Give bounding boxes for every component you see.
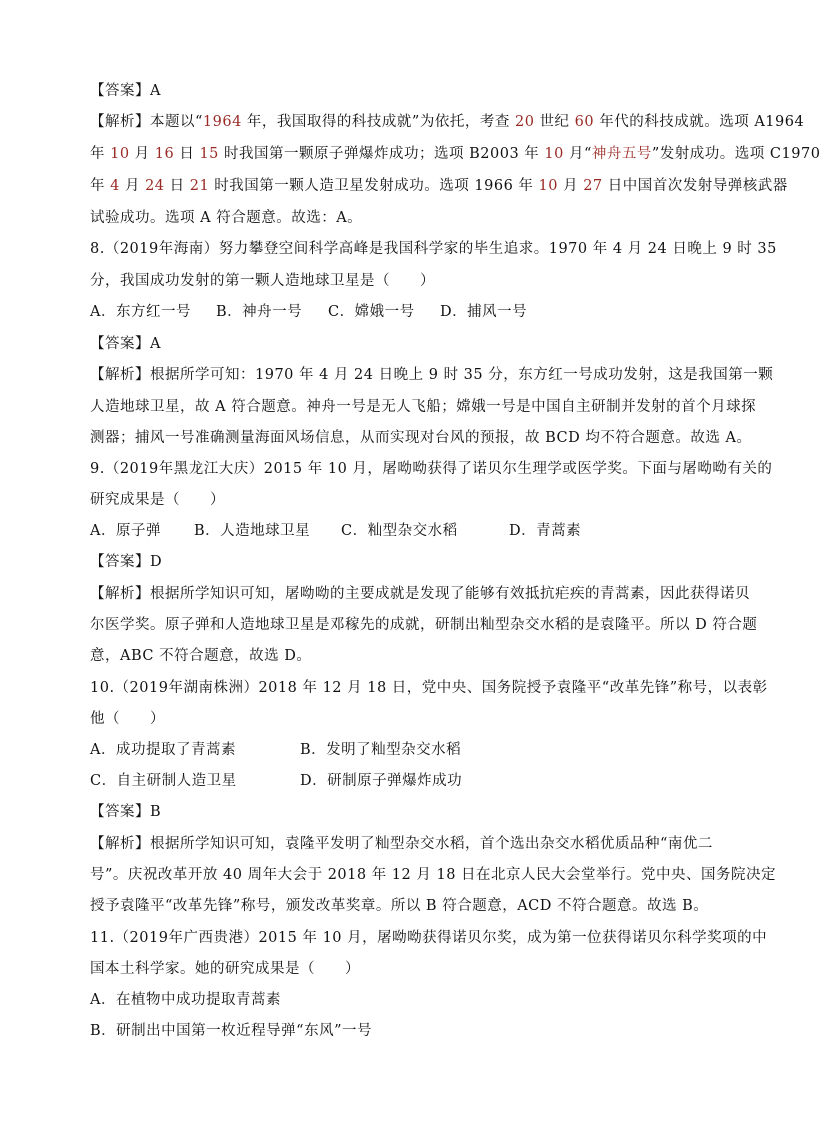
analysis-line: 【解析】根据所学可知：1970 年 4 月 24 日晚上 9 时 35 分，东方红一号成功发射，这是我国第一颗: [90, 367, 774, 383]
answer-line: [90, 803, 161, 821]
question-stem: 9.（2019年黑龙江大庆）2015 年 10 月，屠呦呦获得了诺贝尔生理学或医学奖。下面与屠呦呦有关的: [90, 461, 773, 477]
analysis-line: 人造地球卫星，故 A 符合题意。神舟一号是无人飞船；嫦娥一号是中国自主研制并发射的首个月球探: [90, 399, 757, 415]
answer-line: [90, 82, 161, 100]
question-stem: 10.（2019年湖南株洲）2018 年 12 月 18 日，党中央、国务院授予袁隆平“改革先锋”称号，以表彰: [90, 680, 768, 696]
analysis-line: 尔医学奖。原子弹和人造地球卫星是邓稼先的成就，研制出籼型杂交水稻的是袁隆平。所以 D 符合题: [90, 617, 758, 633]
question-stem: 研究成果是（ ）: [90, 492, 225, 508]
option-a: A．在植物中成功提取青蒿素: [90, 992, 281, 1008]
option-d: D．捕风一号: [440, 304, 528, 320]
answer-value: A: [150, 336, 161, 352]
analysis-line: 意，ABC 不符合题意，故选 D。: [90, 648, 312, 664]
analysis-label: 【解析】: [90, 114, 150, 130]
analysis-line: 【解析】本题以“1964 年，我国取得的科技成就”为依托，考查 20 世纪 60 年代的科技成就。选项 A1964: [90, 114, 805, 130]
question-stem: 11.（2019年广西贵港）2015 年 10 月，屠呦呦获得诺贝尔奖，成为第一位获得诺贝尔科学奖项的中: [90, 930, 768, 946]
option-c: C．自主研制人造卫星: [90, 773, 237, 789]
analysis-line: 年 4 月 24 日 21 时我国第一颗人造卫星发射成功。选项 1966 年 10 月 27 日中国首次发射导弹核武器: [90, 178, 788, 194]
option-b: B．发明了籼型杂交水稻: [300, 742, 462, 758]
option-c: C．嫦娥一号: [328, 304, 415, 320]
answer-label: 【答案】: [90, 83, 150, 99]
option-a: A．成功提取了青蒿素: [90, 742, 236, 758]
answer-label: 【答案】: [90, 336, 150, 352]
question-stem: 他（ ）: [90, 711, 165, 727]
question-stem: 国本土科学家。她的研究成果是（ ）: [90, 961, 360, 977]
answer-label: 【答案】: [90, 804, 150, 820]
answer-label: 【答案】: [90, 554, 150, 570]
question-options: [90, 772, 462, 790]
option-a: A．原子弹: [90, 523, 161, 539]
answer-line: [90, 553, 162, 571]
option-a: A．东方红一号: [90, 304, 191, 320]
question-options: [90, 741, 461, 759]
answer-line: [90, 335, 161, 353]
question-options: [90, 522, 581, 540]
analysis-line: 【解析】根据所学知识可知，袁隆平发明了籼型杂交水稻，首个选出杂交水稻优质品种“南优二: [90, 836, 713, 852]
option-b: B．研制出中国第一枚近程导弹“东风”一号: [90, 1023, 372, 1039]
answer-value: A: [150, 83, 161, 99]
option-b: B．神舟一号: [216, 304, 303, 320]
analysis-line: 年 10 月 16 日 15 时我国第一颗原子弹爆炸成功；选项 B2003 年 10 月“神舟五号”发射成功。选项 C1970: [90, 146, 820, 162]
answer-value: B: [150, 804, 162, 820]
analysis-line: 号”。庆祝改革开放 40 周年大会于 2018 年 12 月 18 日在北京人民大会堂举行。党中央、国务院决定: [90, 867, 777, 883]
answer-value: D: [150, 554, 163, 570]
analysis-line: 【解析】根据所学知识可知，屠呦呦的主要成就是发现了能够有效抵抗疟疾的青蒿素，因此获得诺贝: [90, 586, 750, 602]
question-stem: 8.（2019年海南）努力攀登空间科学高峰是我国科学家的毕生追求。1970 年 4 月 24 日晚上 9 时 35: [90, 241, 777, 257]
option-d: D．青蒿素: [509, 523, 582, 539]
option-d: D．研制原子弹爆炸成功: [300, 773, 463, 789]
question-options: [90, 303, 527, 321]
analysis-line: 授予袁隆平“改革先锋”称号，颁发改革奖章。所以 B 符合题意，ACD 不符合题意。故选 B。: [90, 898, 709, 914]
question-stem: 分，我国成功发射的第一颗人造地球卫星是（ ）: [90, 273, 435, 289]
analysis-line: 测器；捕风一号准确测量海面风场信息，从而实现对台风的预报，故 BCD 均不符合题意。故选 A。: [90, 430, 752, 446]
option-b: B．人造地球卫星: [194, 523, 311, 539]
analysis-line: 试验成功。选项 A 符合题意。故选：A。: [90, 210, 363, 226]
option-c: C．籼型杂交水稻: [341, 523, 458, 539]
